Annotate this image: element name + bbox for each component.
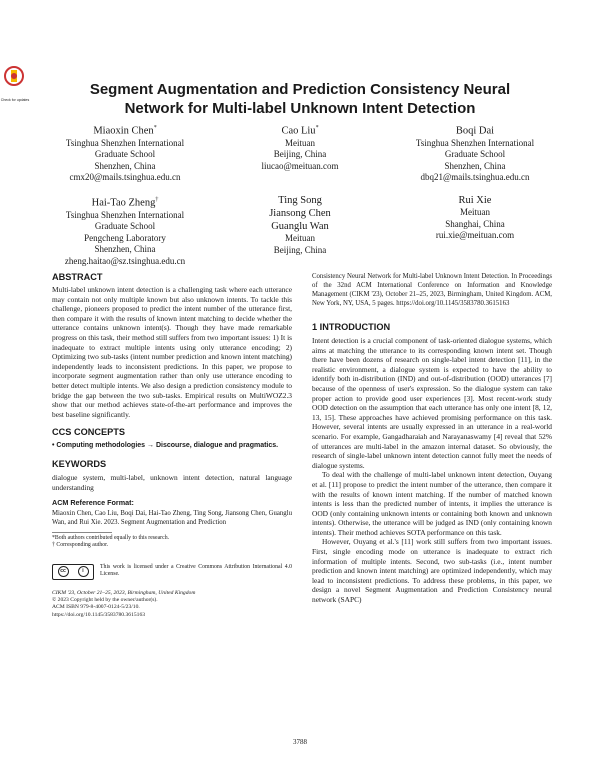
title-line-2: Network for Multi-label Unknown Intent Detection xyxy=(124,100,476,117)
intro-paragraph-2: To deal with the challenge of multi-label unknown intent detection, Ouyang et al. [11] propose to predict the intent number of the utterance, then compare it with the results of known intent matching. If the number of matched known intents is less than the predicted number of intents, it implies the utterance is OOD (only containing unknown intents or containing both known and unknown intents). Otherwise, the utterance will be judged as IND (only containing known intents). Their method achieves SOTA performance on this task. xyxy=(312,470,552,537)
author-affil: Meituan xyxy=(460,207,490,217)
abstract-heading: ABSTRACT xyxy=(52,272,103,282)
author-affil: Shenzhen, China xyxy=(94,244,156,254)
keywords-text: dialogue system, multi-label, unknown intent detection, natural language understanding xyxy=(52,472,292,492)
author-email: liucao@meituan.com xyxy=(261,160,339,171)
abstract-text: Multi-label unknown intent detection is a challenging task where each utterance may contain not only multiple known but also unknown intents. To tackle this challenge, pioneers proposed to predict the intent number of the utterance first, then compare it with the results of known intent matching to decide whether the utterance contains unknown intent(s). Though they have made remarkable progress on this task, their method still suffers from two important issues: 1) It is inadequate to extract multiple intents using only utterance encoding; 2) Optimizing two sub-tasks (intent number prediction and known intent matching) independently leads to inconsistent predictions. In this paper, we propose to incorporate segment augmentation rather than only use utterance encoding to better detect multiple intents. We also design a prediction consistency module to bridge the gap between the two sub-tasks. Empirical results on MultiWOZ2.3 show that our method achieves state-of-the-art performance and improves the best baseline significantly. xyxy=(52,285,292,419)
author-email: dbq21@mails.tsinghua.edu.cn xyxy=(420,172,530,182)
author-affil: Tsinghua Shenzhen International xyxy=(415,137,535,148)
author-affil: Shenzhen, China xyxy=(444,160,506,171)
author-affil: Graduate School xyxy=(94,149,156,159)
license-block xyxy=(52,564,292,580)
author-name: Hai-Tao Zheng† xyxy=(91,197,159,209)
author-block-2 xyxy=(215,122,385,172)
right-column xyxy=(312,272,552,605)
author-email: cmx20@mails.tsinghua.edu.cn xyxy=(69,172,181,182)
author-name: Cao Liu* xyxy=(281,125,319,137)
doi-link[interactable]: https://doi.org/10.1145/3583780.3615163 xyxy=(52,611,146,618)
reference-continuation: Consistency Neural Network for Multi-label Unknown Intent Detection. In Proceedings of the 32nd ACM International Conference on Information and Knowledge Management (CIKM '23), October 21–25, 2023, Birmingham, United Kingdom. ACM, New York, NY, USA, 5 pages. https://doi.org/10.1145/3583780.3615163 xyxy=(312,273,552,307)
author-affil: Tsinghua Shenzhen International xyxy=(65,137,185,148)
author-name: Jiansong Chen xyxy=(269,208,331,219)
author-name: Boqi Dai xyxy=(455,125,495,137)
author-affil: Shenzhen, China xyxy=(94,160,156,171)
author-block-5 xyxy=(215,194,385,256)
author-email: zheng.haitao@sz.tsinghua.edu.cn xyxy=(64,255,186,266)
acm-ref-text: Miaoxin Chen, Cao Liu, Boqi Dai, Hai-Tao Zheng, Ting Song, Jiansong Chen, Guanglu Wan, and Rui Xie. 2023. Segment Augmentation and Prediction xyxy=(52,509,292,526)
paper-title xyxy=(40,80,560,118)
author-block-1 xyxy=(40,122,210,184)
author-affil: Graduate School xyxy=(94,221,156,231)
author-name: Miaoxin Chen* xyxy=(93,125,157,137)
author-affil: Graduate School xyxy=(444,149,506,159)
author-affil: Tsinghua Shenzhen International xyxy=(65,209,185,220)
intro-paragraph-3: However, Ouyang et al.'s [11] work still suffers from two important issues. First, single encoding mode on utterance is inadequate to extract rich information of multiple intents. Second, two sub-tasks (i.e., intent number prediction and known intent matching) are optimized independently, which may lead to inconsistent predictions. To address these problems, in this paper, we design a novel Segment Augmentation and Prediction Consistency neural network (SAPC) xyxy=(312,537,552,605)
footnote: † Corresponding author. xyxy=(52,542,109,549)
cc-by-badge[interactable] xyxy=(52,564,94,580)
author-email: rui.xie@meituan.com xyxy=(435,230,515,240)
title-line-1: Segment Augmentation and Prediction Consistency Neural xyxy=(89,81,511,98)
conf-line: CIKM '23, October 21–25, 2023, Birmingham, United Kingdom xyxy=(52,589,196,596)
author-affil: Shanghai, China xyxy=(445,218,505,229)
intro-paragraph-1: Intent detection is a crucial component of task-oriented dialogue systems, which aims at matching the utterance to its corresponding known intent set. Though there have been dozens of research on single-label intent detection [11], in the realistic environment, a dialogue system is expected to have the ability to identify both in-distribution (IND) and out-of-distribution (OOD) utterances [7] because of the openness of user's expression. So the dialogue system can take proper action to provide good user experiences [3]. Most recent-work study OOD detection on the assumption that each utterance has only one intent [8, 12, 13, 15]. These approaches have achieved promising performance on this task. However, several intents are usually expressed in an utterance in a real-world scenario. For example, Gangadharaiah and Narayanaswamy [4] reveal that 52% of utterances are multi-label in the amazon internal dataset. So obviously, the research of single-label unknown intent detection cannot fully meet the needs of dialogue systems. xyxy=(312,336,552,470)
cc-icon: cc xyxy=(58,566,69,577)
author-affil: Pengcheng Laboratory xyxy=(84,232,166,243)
author-block-3 xyxy=(390,122,560,184)
ccs-heading: CCS CONCEPTS xyxy=(52,427,125,438)
conf-line: ACM ISBN 979-8-4007-0124-5/23/10. xyxy=(52,604,140,611)
conf-line: © 2023 Copyright held by the owner/author(s). xyxy=(52,596,158,603)
page-number: 3788 xyxy=(293,738,307,746)
author-affil: Beijing, China xyxy=(273,244,327,255)
author-block-4 xyxy=(40,194,210,267)
by-icon: i xyxy=(78,566,89,577)
left-column xyxy=(52,272,292,619)
conference-info xyxy=(52,590,292,620)
author-block-6 xyxy=(390,194,560,242)
footnote-divider xyxy=(52,532,112,533)
ccs-text: • Computing methodologies → Discourse, dialogue and pragmatics. xyxy=(52,442,279,450)
author-name: Ting Song xyxy=(278,195,322,206)
author-affil: Beijing, China xyxy=(273,149,327,159)
license-text: This work is licensed under a Creative Commons Attribution International 4.0 License. xyxy=(100,563,292,577)
author-affil: Meituan xyxy=(285,137,315,148)
check-for-updates-text: Check for updates xyxy=(0,98,30,102)
author-name: Guanglu Wan xyxy=(271,221,329,232)
author-affil: Meituan xyxy=(285,233,315,243)
introduction-heading: 1 INTRODUCTION xyxy=(312,322,391,332)
acm-ref-heading: ACM Reference Format: xyxy=(52,498,134,508)
author-name: Rui Xie xyxy=(458,195,492,206)
footnote: *Both authors contributed equally to this research. xyxy=(52,534,170,541)
keywords-heading: KEYWORDS xyxy=(52,458,107,469)
check-for-updates-logo[interactable] xyxy=(2,66,26,100)
